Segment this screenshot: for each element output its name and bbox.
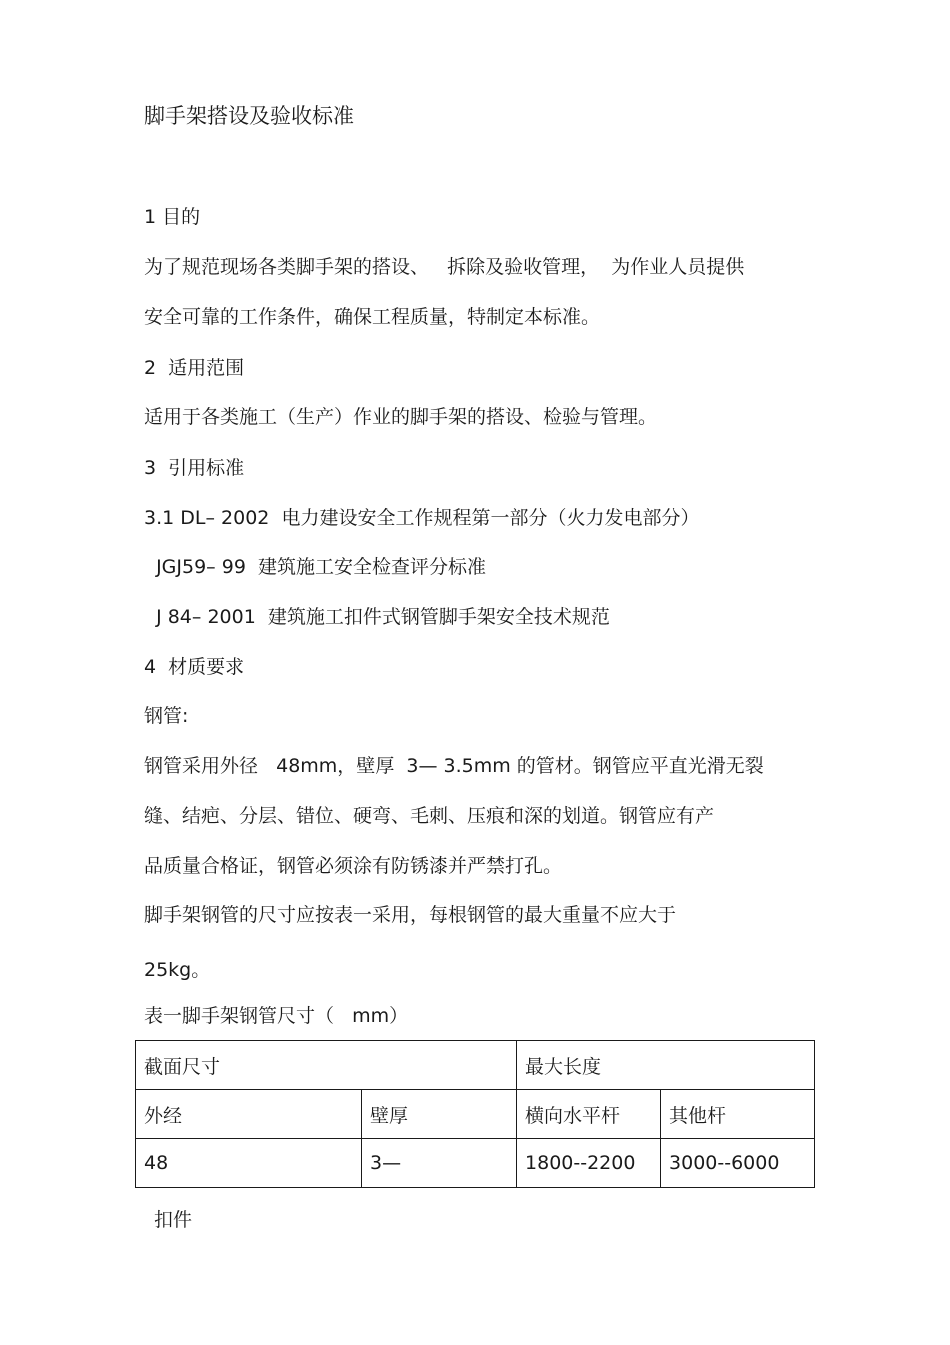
table-row	[136, 1139, 815, 1188]
cell-other-bar: 3000--6000	[661, 1139, 815, 1188]
table-caption: 表一脚手架钢管尺寸（ mm）	[144, 1005, 409, 1027]
paragraph-line: 25kg。	[144, 959, 211, 981]
cell-outer-diameter: 48	[136, 1139, 362, 1188]
header-cell-horizontal-bar: 横向水平杆	[517, 1090, 661, 1139]
paragraph-line: 缝、结疤、分层、错位、硬弯、毛刺、压痕和深的划道。钢管应有产	[144, 805, 715, 827]
header-cell-wall-thickness: 壁厚	[362, 1090, 517, 1139]
header-cell-max-length: 最大长度	[517, 1041, 815, 1090]
document-title: 脚手架搭设及验收标准	[144, 104, 354, 128]
steel-pipe-size-table	[135, 1040, 815, 1188]
reference-item: 3.1 DL– 2002 电力建设安全工作规程第一部分（火力发电部分）	[144, 507, 700, 529]
reference-item: JGJ59– 99 建筑施工安全检查评分标准	[144, 556, 486, 578]
cell-horizontal-bar: 1800--2200	[517, 1139, 661, 1188]
paragraph-line: 品质量合格证，钢管必须涂有防锈漆并严禁打孔。	[144, 855, 563, 877]
header-cell-outer-diameter: 外经	[136, 1090, 362, 1139]
header-cell-other-bar: 其他杆	[661, 1090, 815, 1139]
reference-item: J 84– 2001 建筑施工扣件式钢管脚手架安全技术规范	[144, 606, 610, 628]
section-heading-purpose: 1 目的	[144, 206, 201, 228]
cell-wall-thickness: 3—	[362, 1139, 517, 1188]
paragraph-line: 钢管:	[144, 705, 189, 727]
header-cell-section-size: 截面尺寸	[136, 1041, 517, 1090]
section-heading-materials: 4 材质要求	[144, 656, 245, 678]
paragraph-line: 脚手架钢管的尺寸应按表一采用，每根钢管的最大重量不应大于	[144, 904, 677, 926]
paragraph-line: 为了规范现场各类脚手架的搭设、 拆除及验收管理， 为作业人员提供	[144, 256, 745, 278]
section-heading-references: 3 引用标准	[144, 457, 245, 479]
paragraph-line: 适用于各类施工（生产）作业的脚手架的搭设、检验与管理。	[144, 406, 658, 428]
table-subheader-row	[136, 1090, 815, 1139]
paragraph-line: 钢管采用外径 48mm，壁厚 3— 3.5mm 的管材。钢管应平直光滑无裂	[144, 755, 764, 777]
section-heading-scope: 2 适用范围	[144, 357, 245, 379]
trailing-heading: 扣件	[154, 1209, 193, 1231]
paragraph-line: 安全可靠的工作条件，确保工程质量，特制定本标准。	[144, 306, 601, 328]
table-header-row	[136, 1041, 815, 1090]
